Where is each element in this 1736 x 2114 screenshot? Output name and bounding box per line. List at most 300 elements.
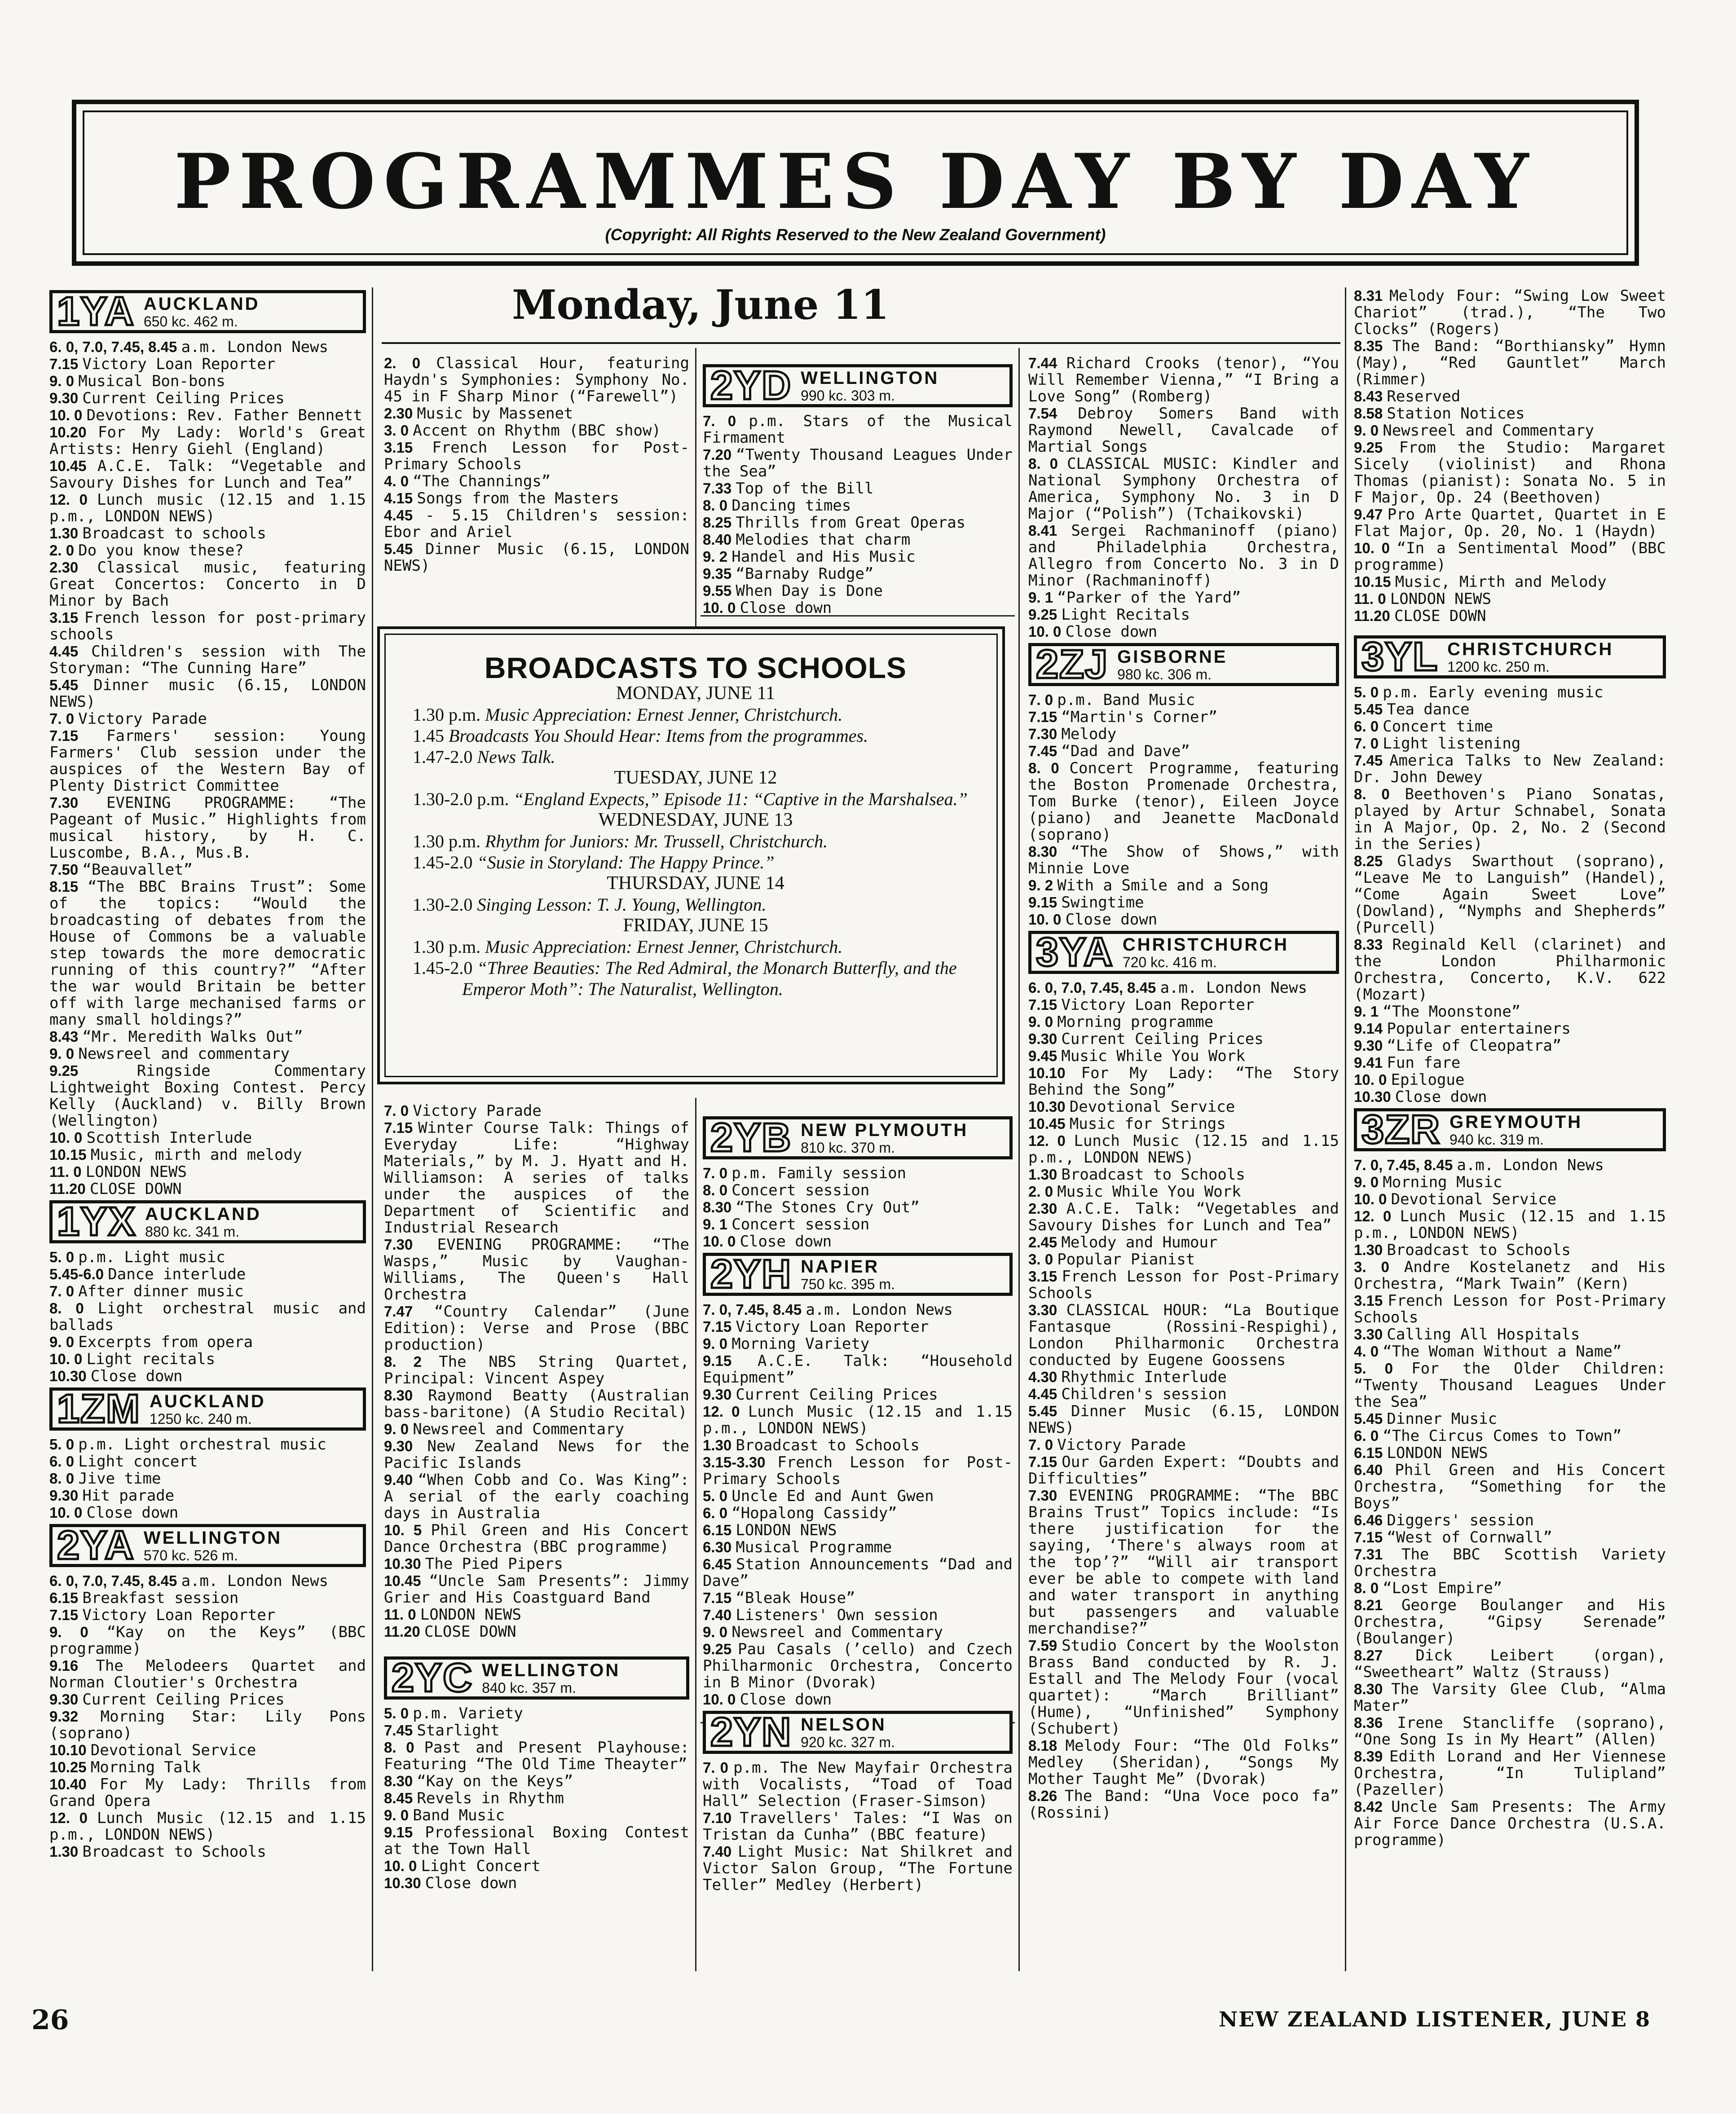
listing-3ya-continued	[1354, 287, 1666, 625]
programme-entry: 10.30 The Pied Pipers	[384, 1555, 563, 1573]
programme-entry: 9.47 Pro Arte Quartet, Quartet in E Flat Major, Op. 20, No. 1 (Haydn)	[1354, 506, 1666, 540]
station-header-3yl	[1354, 635, 1666, 678]
programme-entry: 4.45 Children's session	[1028, 1385, 1227, 1403]
programme-entry: 4.45 - 5.15 Children's session: Ebor and Ariel	[384, 506, 689, 541]
programme-entry: 8.18 Melody Four: “The Old Folks” Medley (Sheridan), “Songs My Mother Taught Me” (Dvorak)	[1028, 1737, 1339, 1788]
programme-entry: 10.30 Close down	[1354, 1088, 1487, 1106]
listing-2ya-continued	[384, 355, 689, 574]
programme-entry: 6. 0, 7.0, 7.45, 8.45 a.m. London News	[49, 338, 329, 356]
schools-broadcast-item: 1.30 p.m. Rhythm for Juniors: Mr. Trussell, Christchurch.	[413, 831, 828, 851]
station-city: CHRISTCHURCH	[1122, 935, 1289, 955]
listing-2yn-continued	[1028, 355, 1339, 640]
programme-entry: 8.36 Irene Stancliffe (soprano), “One Song Is in My Heart” (Allen)	[1354, 1714, 1666, 1748]
programme-entry: 7. 0 p.m. The New Mayfair Orchestra with Vocalists, “Toad of Toad Hall” Selection (Fraser-Simson)	[703, 1759, 1013, 1810]
station-call-sign: 2YN	[710, 1710, 792, 1755]
station-call-sign: 3YL	[1361, 634, 1439, 679]
programme-entry: 8. 0 Concert session	[703, 1181, 870, 1199]
programme-entry: 10.30 Close down	[49, 1367, 183, 1385]
programme-entry: 9.30 Current Ceiling Prices	[49, 1691, 285, 1709]
programme-entry: 8.58 Station Notices	[1354, 405, 1525, 423]
programme-entry: 9.30 New Zealand News for the Pacific Islands	[384, 1437, 689, 1472]
programme-entry: 9. 0 Band Music	[384, 1806, 505, 1824]
schools-title: BROADCASTS TO SCHOOLS	[484, 651, 907, 684]
programme-entry: 7.15 Victory Loan Reporter	[49, 355, 276, 373]
column-5	[1354, 287, 1666, 1980]
column-rule	[372, 287, 373, 1971]
programme-entry: 10. 0 Light recitals	[49, 1350, 216, 1368]
schools-broadcast-item: 1.47-2.0 News Talk.	[413, 747, 555, 767]
column-4	[1028, 355, 1339, 1976]
programme-entry: 12. 0 Lunch music (12.15 and 1.15 p.m., LONDON NEWS)	[49, 491, 366, 525]
schools-broadcast-item: 1.30 p.m. Music Appreciation: Ernest Jenner, Christchurch.	[413, 937, 843, 957]
listing-1yx	[49, 1249, 366, 1385]
programme-entry: 5. 0 p.m. Light music	[49, 1248, 225, 1266]
programme-entry: 7.15 “Bleak House”	[703, 1589, 855, 1607]
programme-entry: 7.31 The BBC Scottish Variety Orchestra	[1354, 1546, 1666, 1580]
programme-entry: 8.43 “Mr. Meredith Walks Out”	[49, 1028, 303, 1046]
station-city: AUCKLAND	[150, 1392, 266, 1411]
programme-entry: 9.30 Current Ceiling Prices	[703, 1386, 938, 1404]
programme-entry: 7. 0, 7.45, 8.45 a.m. London News	[703, 1301, 953, 1319]
schools-broadcast-item: 1.30-2.0 p.m. “England Expects,” Episode 11: “Captive in the Marshalsea.”	[413, 789, 968, 809]
programme-entry: 8.26 The Band: “Una Voce poco fa” (Rossini)	[1028, 1787, 1339, 1822]
programme-entry: 9. 0 Morning Variety	[703, 1335, 870, 1353]
programme-entry: 7.15 “Martin's Corner”	[1028, 708, 1218, 726]
station-header-2yb	[703, 1116, 1013, 1159]
station-city: GISBORNE	[1117, 647, 1228, 667]
schools-broadcast-item: 1.45 Broadcasts You Should Hear: Items from the programmes.	[413, 726, 868, 746]
programme-entry: 10.15 Music, mirth and melody	[49, 1146, 302, 1164]
programme-entry: 6. 0, 7.0, 7.45, 8.45 a.m. London News	[49, 1572, 329, 1590]
programme-entry: 10.10 For My Lady: “The Story Behind the Song”	[1028, 1064, 1339, 1099]
programme-entry: 10.15 Music, Mirth and Melody	[1354, 573, 1607, 591]
programme-entry: 8.39 Edith Lorand and Her Viennese Orchestra, “In Tulipland” (Pazeller)	[1354, 1748, 1666, 1799]
programme-entry: 9. 1 “Parker of the Yard”	[1028, 589, 1241, 607]
programme-entry: 2. 0 Do you know these?	[49, 542, 244, 559]
programme-entry: 8. 2 The NBS String Quartet, Principal: Vincent Aspey	[384, 1353, 689, 1387]
station-city: WELLINGTON	[801, 368, 939, 388]
programme-entry: 11.20 CLOSE DOWN	[49, 1180, 182, 1198]
programme-entry: 12. 0 Lunch Music (12.15 and 1.15 p.m., LONDON NEWS)	[1028, 1132, 1339, 1167]
programme-entry: 6. 0 Concert time	[1354, 718, 1493, 735]
station-frequency: 920 kc. 327 m.	[801, 1734, 895, 1750]
station-call-sign: 3YA	[1036, 930, 1114, 975]
programme-entry: 8. 0 CLASSICAL MUSIC: Kindler and National Symphony Orchestra of America, Symphony No. 3 in D Major (“Polish”) (Tchaikovski)	[1028, 455, 1339, 523]
station-frequency: 990 kc. 303 m.	[801, 388, 895, 404]
programme-entry: 7.30 EVENING PROGRAMME: “The BBC Brains Trust” Topics include: “Is there justification for the saying, ‘There's always room at the top’?” “Will air transport ever be able to compete with land and water transport in anything but passengers and valuable merchandise?”	[1028, 1487, 1339, 1638]
station-header-2yh	[703, 1253, 1013, 1296]
station-frequency: 810 kc. 370 m.	[801, 1140, 895, 1156]
broadcasts-to-schools-box	[377, 626, 1005, 1084]
programme-entry: 1.30 Broadcast to Schools	[703, 1436, 920, 1454]
programme-entry: 11.20 CLOSE DOWN	[384, 1623, 516, 1641]
day-heading-rule	[382, 342, 1340, 344]
programme-entry: 8.41 Sergei Rachmaninoff (piano) and Philadelphia Orchestra, Allegro from Concerto No. 3 in D Minor (Rachmaninoff)	[1028, 522, 1339, 590]
programme-entry: 4. 0 “The Woman Without a Name”	[1354, 1343, 1622, 1361]
programme-entry: 10.30 Close down	[384, 1874, 517, 1892]
programme-entry: 8.15 “The BBC Brains Trust”: Some of the topics: “Would the broadcasting of debates from the House of Commons be a valuable step towards the more democratic running of this country?” “After the war would Britain be better off with large mechanised farms or many small holdings?”	[49, 878, 366, 1029]
programme-entry: 10.45 “Uncle Sam Presents”: Jimmy Grier and His Coastguard Band	[384, 1572, 689, 1607]
programme-entry: 5. 0 p.m. Light orchestral music	[49, 1436, 326, 1453]
programme-entry: 8. 0 Past and Present Playhouse: Featuring “The Old Time Theayter”	[384, 1739, 689, 1773]
programme-entry: 9.45 Music While You Work	[1028, 1047, 1245, 1065]
column-rule	[695, 1098, 696, 1971]
column-3-top	[703, 361, 1013, 613]
programme-entry: 3.15-3.30 French Lesson for Post-Primary Schools	[703, 1453, 1013, 1488]
programme-entry: 9. 0 Newsreel and Commentary	[703, 1623, 943, 1641]
programme-entry: 10.25 Morning Talk	[49, 1758, 201, 1776]
programme-entry: 7.15 Victory Loan Reporter	[703, 1318, 929, 1336]
station-header-2yc	[384, 1656, 689, 1700]
programme-entry: 10. 0 Close down	[1028, 911, 1158, 929]
station-frequency: 1200 kc. 250 m.	[1447, 659, 1550, 675]
programme-entry: 5.45 Dinner Music (6.15, LONDON NEWS)	[1028, 1402, 1339, 1437]
schools-day-heading: FRIDAY, JUNE 15	[623, 915, 768, 936]
station-call-sign: 3ZR	[1361, 1107, 1441, 1152]
station-call-sign: 2YB	[710, 1115, 792, 1160]
column-3-bottom	[703, 1114, 1013, 1976]
programme-entry: 6.40 Phil Green and His Concert Orchestra, “Something for the Boys”	[1354, 1461, 1666, 1512]
programme-entry: 5. 0 p.m. Variety	[384, 1704, 523, 1722]
programme-entry: 6.45 Station Announcements “Dad and Dave”	[703, 1555, 1013, 1590]
programme-entry: 4.30 Rhythmic Interlude	[1028, 1368, 1227, 1386]
programme-entry: 7.15 Our Garden Expert: “Doubts and Difficulties”	[1028, 1453, 1339, 1488]
programme-entry: 3.30 Calling All Hospitals	[1354, 1326, 1580, 1343]
programme-entry: 11.20 CLOSE DOWN	[1354, 607, 1486, 625]
programme-entry: 7.15 Farmers' session: Young Farmers' Club session under the auspices of the Western Bay of Plenty District Committee	[49, 727, 366, 795]
programme-entry: 7.33 Top of the Bill	[703, 480, 874, 498]
programme-entry: 3.15 French Lesson for Post-Primary Schools	[1028, 1268, 1339, 1302]
programme-entry: 10. 0 Scottish Interlude	[49, 1129, 252, 1147]
programme-entry: 10.20 For My Lady: World's Great Artists: Henry Giehl (England)	[49, 423, 366, 458]
station-header-2yn	[703, 1711, 1013, 1754]
programme-entry: 7.15 Winter Course Talk: Things of Everyday Life: “Highway Materials,” by M. J. Hyatt and H. Williamson: A series of talks under the auspices of the Department of Scientific and Industrial Research	[384, 1119, 689, 1237]
station-header-2zj	[1028, 643, 1339, 686]
programme-entry: 3.15 French Lesson for Post-Primary Schools	[1354, 1292, 1666, 1326]
programme-entry: 7.40 Light Music: Nat Shilkret and Victor Salon Group, “The Fortune Teller” Medley (Herbert)	[703, 1843, 1013, 1894]
programme-entry: 1.30 Broadcast to Schools	[1028, 1166, 1245, 1184]
programme-entry: 12. 0 Lunch Music (12.15 and 1.15 p.m., LONDON NEWS)	[703, 1403, 1013, 1437]
station-city: AUCKLAND	[143, 294, 260, 314]
schools-schedule	[413, 683, 978, 1000]
programme-entry: 9. 2 With a Smile and a Song	[1028, 876, 1269, 894]
programme-entry: 5.45 Dinner Music (6.15, LONDON NEWS)	[384, 540, 689, 575]
station-call-sign: 2ZJ	[1036, 642, 1109, 687]
listing-2yc	[384, 1705, 689, 1892]
programme-entry: 8.30 Raymond Beatty (Australian bass-baritone) (A Studio Recital)	[384, 1387, 689, 1421]
programme-entry: 3.15 French Lesson for Post-Primary Schools	[384, 439, 689, 473]
programme-entry: 9.30 Current Ceiling Prices	[1028, 1030, 1264, 1048]
station-call-sign: 2YC	[392, 1656, 473, 1700]
programme-entry: 7. 0 Victory Parade	[1028, 1436, 1186, 1454]
programme-entry: 5.45-6.0 Dance interlude	[49, 1265, 246, 1283]
programme-entry: 7.15 Victory Loan Reporter	[1028, 996, 1255, 1014]
listing-1zm	[49, 1436, 366, 1521]
programme-entry: 9.15 Professional Boxing Contest at the Town Hall	[384, 1823, 689, 1858]
day-heading: Monday, June 11	[512, 281, 889, 329]
station-frequency: 750 kc. 395 m.	[801, 1276, 895, 1292]
programme-entry: 7.54 Debroy Somers Band with Raymond Newell, Cavalcade of Martial Songs	[1028, 405, 1339, 456]
listing-2yh	[703, 1301, 1013, 1708]
schools-day-heading: TUESDAY, JUNE 12	[614, 767, 777, 788]
station-city: AUCKLAND	[145, 1204, 261, 1224]
programme-entry: 4.15 Songs from the Masters	[384, 489, 619, 507]
programme-entry: 7. 0 After dinner music	[49, 1282, 244, 1300]
station-frequency: 570 kc. 526 m.	[143, 1547, 238, 1563]
listing-1ya	[49, 339, 366, 1198]
programme-entry: 9.15 Swingtime	[1028, 894, 1144, 912]
programme-entry: 9. 0 “Kay on the Keys” (BBC programme)	[49, 1623, 366, 1658]
programme-entry: 8.45 Revels in Rhythm	[384, 1789, 564, 1807]
column-1	[49, 287, 366, 1980]
schools-broadcast-item: 1.45-2.0 “Susie in Storyland: The Happy Prince.”	[413, 852, 775, 872]
station-city: NEW PLYMOUTH	[801, 1120, 969, 1140]
station-header-1ya	[49, 290, 366, 333]
programme-entry: 11. 0 LONDON NEWS	[49, 1163, 187, 1181]
programme-entry: 8. 0 Dancing times	[703, 497, 851, 515]
programme-entry: 5.45 Dinner music (6.15, LONDON NEWS)	[49, 676, 366, 711]
station-header-2ya	[49, 1524, 366, 1567]
programme-entry: 10. 0 Close down	[703, 599, 832, 613]
programme-entry: 1.30 Broadcast to schools	[49, 524, 266, 542]
programme-entry: 7.45 America Talks to New Zealand: Dr. John Dewey	[1354, 752, 1666, 786]
programme-entry: 10. 0 Devotions: Rev. Father Bennett	[49, 406, 362, 424]
programme-entry: 10. 5 Phil Green and His Concert Dance Orchestra (BBC programme)	[384, 1521, 689, 1556]
programme-entry: 9.32 Morning Star: Lily Pons (soprano)	[49, 1708, 366, 1742]
programme-entry: 10. 0 Epilogue	[1354, 1071, 1465, 1089]
programme-entry: 5. 0 p.m. Early evening music	[1354, 683, 1604, 701]
programme-entry: 8.25 Gladys Swarthout (soprano), “Leave Me to Languish” (Handel), “Come Again Sweet Love” (Dowland), “Nymphs and Shepherds” (Purcell)	[1354, 852, 1666, 937]
programme-entry: 9.25 Light Recitals	[1028, 606, 1190, 624]
programme-entry: 12. 0 Lunch Music (12.15 and 1.15 p.m., LONDON NEWS)	[49, 1809, 366, 1844]
station-call-sign: 2YH	[710, 1252, 792, 1297]
schools-day-heading: THURSDAY, JUNE 14	[607, 873, 784, 894]
programme-entry: 6.46 Diggers' session	[1354, 1511, 1534, 1529]
programme-entry: 4. 0 “The Channings”	[384, 472, 551, 490]
programme-entry: 9.40 “When Cobb and Co. Was King”: A serial of the early coaching days in Australia	[384, 1471, 689, 1522]
programme-entry: 2. 0 Classical Hour, featuring Haydn's Symphonies: Symphony No. 45 in F Sharp Minor (“Farewell”)	[384, 355, 689, 405]
programme-entry: 7.47 “Country Calendar” (June Edition): Verse and Prose (BBC production)	[384, 1303, 689, 1354]
station-header-1zm	[49, 1387, 366, 1431]
programme-entry: 9. 1 Concert session	[703, 1216, 870, 1233]
programme-entry: 3.15 French lesson for post-primary schools	[49, 609, 366, 643]
programme-entry: 9.25 From the Studio: Margaret Sicely (violinist) and Rhona Thomas (pianist): Sonata No. 5 in F Major, Op. 24 (Beethoven)	[1354, 439, 1666, 506]
programme-entry: 8.31 Melody Four: “Swing Low Sweet Chariot” (trad.), “The Two Clocks” (Rogers)	[1354, 287, 1666, 338]
station-call-sign: 1YX	[57, 1199, 137, 1244]
programme-entry: 5.45 Dinner Music	[1354, 1410, 1498, 1428]
page-number: 26	[31, 2004, 69, 2036]
programme-entry: 10. 0 Devotional Service	[1354, 1190, 1557, 1208]
programme-entry: 10.30 Devotional Service	[1028, 1098, 1235, 1116]
section-rule	[701, 615, 1015, 617]
programme-entry: 3. 0 Popular Pianist	[1028, 1251, 1195, 1268]
programme-entry: 9.30 Hit parade	[49, 1487, 175, 1505]
publication-line: NEW ZEALAND LISTENER, JUNE 8	[1219, 2007, 1651, 2031]
station-call-sign: 1YA	[57, 289, 135, 334]
station-call-sign: 1ZM	[57, 1387, 141, 1431]
programme-entry: 9. 0 Excerpts from opera	[49, 1333, 253, 1351]
programme-entry: 5. 0 For the Older Children: “Twenty Thousand Leagues Under the Sea”	[1354, 1360, 1666, 1411]
listing-3yl	[1354, 684, 1666, 1105]
programme-entry: 8.30 The Varsity Glee Club, “Alma Mater”	[1354, 1680, 1666, 1715]
masthead-copyright: (Copyright: All Rights Reserved to the New Zealand Government)	[605, 225, 1106, 244]
programme-entry: 9.25 Ringside Commentary Lightweight Boxing Contest. Percy Kelly (Auckland) v. Billy Brown (Wellington)	[49, 1062, 366, 1130]
programme-entry: 9. 0 Musical Bon-bons	[49, 372, 225, 390]
programme-entry: 9. 0 Morning programme	[1028, 1013, 1214, 1031]
listing-2ya	[49, 1572, 366, 1860]
station-city: WELLINGTON	[482, 1660, 621, 1680]
programme-entry: 7. 0 Victory Parade	[384, 1102, 542, 1120]
programme-entry: 2.30 Music by Massenet	[384, 405, 573, 423]
programme-entry: 8. 0 Light orchestral music and ballads	[49, 1299, 366, 1334]
programme-entry: 7.30 Melody	[1028, 725, 1117, 743]
programme-entry: 10.45 A.C.E. Talk: “Vegetable and Savoury Dishes for Lunch and Tea”	[49, 457, 366, 492]
listing-3ya	[1028, 979, 1339, 1821]
programme-entry: 7.44 Richard Crooks (tenor), “You Will Remember Vienna,” “I Bring a Love Song” (Romberg)	[1028, 355, 1339, 405]
station-frequency: 840 kc. 357 m.	[482, 1680, 576, 1696]
listing-2yn	[703, 1759, 1013, 1894]
column-rule	[695, 348, 696, 626]
station-city: NAPIER	[801, 1257, 880, 1277]
programme-entry: 7.40 Listeners' Own session	[703, 1606, 938, 1624]
programme-entry: 2.45 Melody and Humour	[1028, 1233, 1218, 1251]
masthead-banner	[72, 100, 1639, 266]
schools-broadcast-item: 1.30-2.0 Singing Lesson: T. J. Young, Wellington.	[413, 894, 767, 915]
masthead-title: PROGRAMMES DAY BY DAY	[174, 137, 1537, 226]
station-frequency: 940 kc. 319 m.	[1450, 1132, 1544, 1148]
programme-entry: 7.30 EVENING PROGRAMME: “The Wasps,” Music by Vaughan-Williams, The Queen's Hall Orchestra	[384, 1236, 689, 1304]
programme-entry: 11. 0 LONDON NEWS	[384, 1606, 521, 1624]
programme-entry: 5. 0 Uncle Ed and Aunt Gwen	[703, 1487, 934, 1505]
programme-entry: 9. 0 Newsreel and commentary	[49, 1045, 290, 1063]
programme-entry: 7.30 EVENING PROGRAMME: “The Pageant of Music.” Highlights from musical history, by H. C. Luscombe, B.A., Mus.B.	[49, 794, 366, 862]
programme-entry: 7. 0, 7.45, 8.45 a.m. London News	[1354, 1156, 1604, 1174]
programme-entry: 10.45 Music for Strings	[1028, 1115, 1226, 1133]
schools-inner-border	[384, 634, 998, 1077]
programme-entry: 8.33 Reginald Kell (clarinet) and the London Philharmonic Orchestra, Concerto, K.V. 622 (Mozart)	[1354, 936, 1666, 1004]
listing-2yd	[703, 413, 1013, 613]
schools-broadcast-item: 1.45-2.0 “Three Beauties: The Red Admiral, the Monarch Butterfly, and the Emperor Moth”: The Naturalist, Wellington.	[413, 958, 957, 999]
programme-entry: 6.15 LONDON NEWS	[703, 1521, 837, 1539]
station-header-2yd	[703, 364, 1013, 407]
programme-entry: 8.40 Melodies that charm	[703, 531, 911, 549]
programme-entry: 9.15 A.C.E. Talk: “Household Equipment”	[703, 1352, 1013, 1387]
column-rule	[1018, 348, 1020, 1971]
station-call-sign: 2YD	[710, 363, 792, 408]
programme-entry: 7. 0 p.m. Family session	[703, 1164, 907, 1182]
programme-entry: 9. 0 Morning Music	[1354, 1173, 1502, 1191]
station-frequency: 1250 kc. 240 m.	[150, 1411, 252, 1427]
programme-entry: 8. 0 Concert Programme, featuring the Boston Promenade Orchestra, Tom Burke (tenor), Eileen Joyce (piano) and Jeanette MacDonald (soprano)	[1028, 759, 1339, 844]
programme-entry: 9.25 Pau Casals (’cello) and Czech Philharmonic Orchestra, Concerto in B Minor (Dvorak)	[703, 1640, 1013, 1691]
station-city: GREYMOUTH	[1450, 1112, 1583, 1132]
station-frequency: 880 kc. 341 m.	[145, 1224, 240, 1240]
masthead-inner-border	[83, 110, 1628, 255]
programme-entry: 10.10 Devotional Service	[49, 1741, 256, 1759]
programme-entry: 1.30 Broadcast to Schools	[1354, 1241, 1571, 1259]
listing-2ya-evening	[384, 1102, 689, 1640]
programme-entry: 9. 2 Handel and His Music	[703, 548, 916, 566]
programme-entry: 12. 0 Lunch Music (12.15 and 1.15 p.m., LONDON NEWS)	[1354, 1207, 1666, 1242]
programme-entry: 11. 0 LONDON NEWS	[1354, 590, 1491, 608]
programme-entry: 9. 0 Newsreel and Commentary	[1354, 422, 1595, 440]
station-city: CHRISTCHURCH	[1447, 639, 1614, 659]
programme-entry: 6. 0 “The Circus Comes to Town”	[1354, 1427, 1622, 1445]
station-city: WELLINGTON	[143, 1528, 282, 1548]
programme-entry: 7.15 “West of Cornwall”	[1354, 1528, 1552, 1546]
programme-entry: 10. 0 Close down	[703, 1691, 832, 1709]
listing-3zr	[1354, 1157, 1666, 1849]
programme-entry: 5.45 Tea dance	[1354, 700, 1470, 718]
programme-entry: 7.50 “Beauvallet”	[49, 861, 193, 879]
programme-entry: 8. 0 Jive time	[49, 1470, 161, 1488]
programme-entry: 9.16 The Melodeers Quartet and Norman Cloutier's Orchestra	[49, 1657, 366, 1691]
programme-entry: 2.30 Classical music, featuring Great Concertos: Concerto in D Minor by Bach	[49, 559, 366, 610]
station-city: NELSON	[801, 1715, 886, 1735]
programme-entry: 8.43 Reserved	[1354, 388, 1461, 405]
schools-broadcast-item: 1.30 p.m. Music Appreciation: Ernest Jenner, Christchurch.	[413, 705, 843, 725]
programme-entry: 1.30 Broadcast to Schools	[49, 1843, 266, 1861]
programme-entry: 2. 0 Music While You Work	[1028, 1183, 1241, 1201]
programme-entry: 7.45 “Dad and Dave”	[1028, 742, 1190, 760]
programme-entry: 7. 0 p.m. Band Music	[1028, 691, 1195, 709]
programme-entry: 6.15 Breakfast session	[49, 1589, 239, 1607]
programme-entry: 3. 0 Accent on Rhythm (BBC show)	[384, 422, 661, 440]
programme-entry: 9. 1 “The Moonstone”	[1354, 1003, 1521, 1021]
programme-entry: 9.30 Current Ceiling Prices	[49, 389, 285, 407]
station-header-3zr	[1354, 1108, 1666, 1151]
station-header-1yx	[49, 1200, 366, 1243]
column-2-top	[384, 355, 689, 620]
programme-entry: 8.30 “Kay on the Keys”	[384, 1772, 573, 1790]
programme-entry: 8. 0 Beethoven's Piano Sonatas, played by Artur Schnabel, Sonata in A Major, Op. 2, No. 2 (Second in the Series)	[1354, 785, 1666, 853]
programme-entry: 10.40 For My Lady: Thrills from Grand Opera	[49, 1775, 366, 1810]
programme-entry: 10. 0 Close down	[703, 1233, 832, 1251]
programme-entry: 8.30 “The Show of Shows,” with Minnie Love	[1028, 843, 1339, 877]
station-call-sign: 2YA	[57, 1523, 135, 1568]
programme-entry: 9.30 “Life of Cleopatra”	[1354, 1037, 1562, 1055]
programme-entry: 8.42 Uncle Sam Presents: The Army Air Force Dance Orchestra (U.S.A. programme)	[1354, 1798, 1666, 1849]
station-frequency: 650 kc. 462 m.	[143, 313, 238, 330]
column-2-bottom	[384, 1102, 689, 1978]
programme-entry: 9.35 “Barnaby Rudge”	[703, 565, 874, 583]
programme-entry: 3. 0 Andre Kostelanetz and His Orchestra, “Mark Twain” (Kern)	[1354, 1258, 1666, 1293]
programme-entry: 6. 0, 7.0, 7.45, 8.45 a.m. London News	[1028, 979, 1308, 997]
programme-entry: 8.35 The Band: “Borthiansky” Hymn (May), “Red Gauntlet” March (Rimmer)	[1354, 337, 1666, 388]
programme-entry: 9.55 When Day is Done	[703, 582, 883, 600]
programme-entry: 6.15 LONDON NEWS	[1354, 1444, 1488, 1462]
programme-entry: 8.21 George Boulanger and His Orchestra, “Gipsy Serenade” (Boulanger)	[1354, 1596, 1666, 1647]
schools-day-heading: MONDAY, JUNE 11	[616, 683, 775, 704]
programme-entry: 8.25 Thrills from Great Operas	[703, 514, 966, 532]
programme-entry: 10. 0 Close down	[49, 1504, 179, 1522]
schools-day-heading: WEDNESDAY, JUNE 13	[598, 810, 793, 830]
listing-2yb	[703, 1165, 1013, 1250]
programme-entry: 8.27 Dick Leibert (organ), “Sweetheart” Waltz (Strauss)	[1354, 1647, 1666, 1681]
programme-entry: 6.30 Musical Programme	[703, 1538, 892, 1556]
programme-entry: 7.20 “Twenty Thousand Leagues Under the Sea”	[703, 446, 1013, 480]
programme-entry: 6. 0 “Hopalong Cassidy”	[703, 1504, 897, 1522]
programme-entry: 7. 0 Victory Parade	[49, 710, 207, 728]
programme-entry: 7.45 Starlight	[384, 1722, 500, 1740]
programme-entry: 4.45 Children's session with The Storyman: “The Cunning Hare”	[49, 643, 366, 677]
programme-entry: 7.15 Victory Loan Reporter	[49, 1606, 276, 1624]
programme-entry: 6. 0 Light concert	[49, 1453, 198, 1471]
programme-entry: 9. 0 Newsreel and Commentary	[384, 1420, 625, 1438]
listing-2zj	[1028, 691, 1339, 928]
programme-entry: 7.10 Travellers' Tales: “I Was on Tristan da Cunha” (BBC feature)	[703, 1809, 1013, 1844]
programme-entry: 10. 0 Close down	[1028, 623, 1158, 641]
